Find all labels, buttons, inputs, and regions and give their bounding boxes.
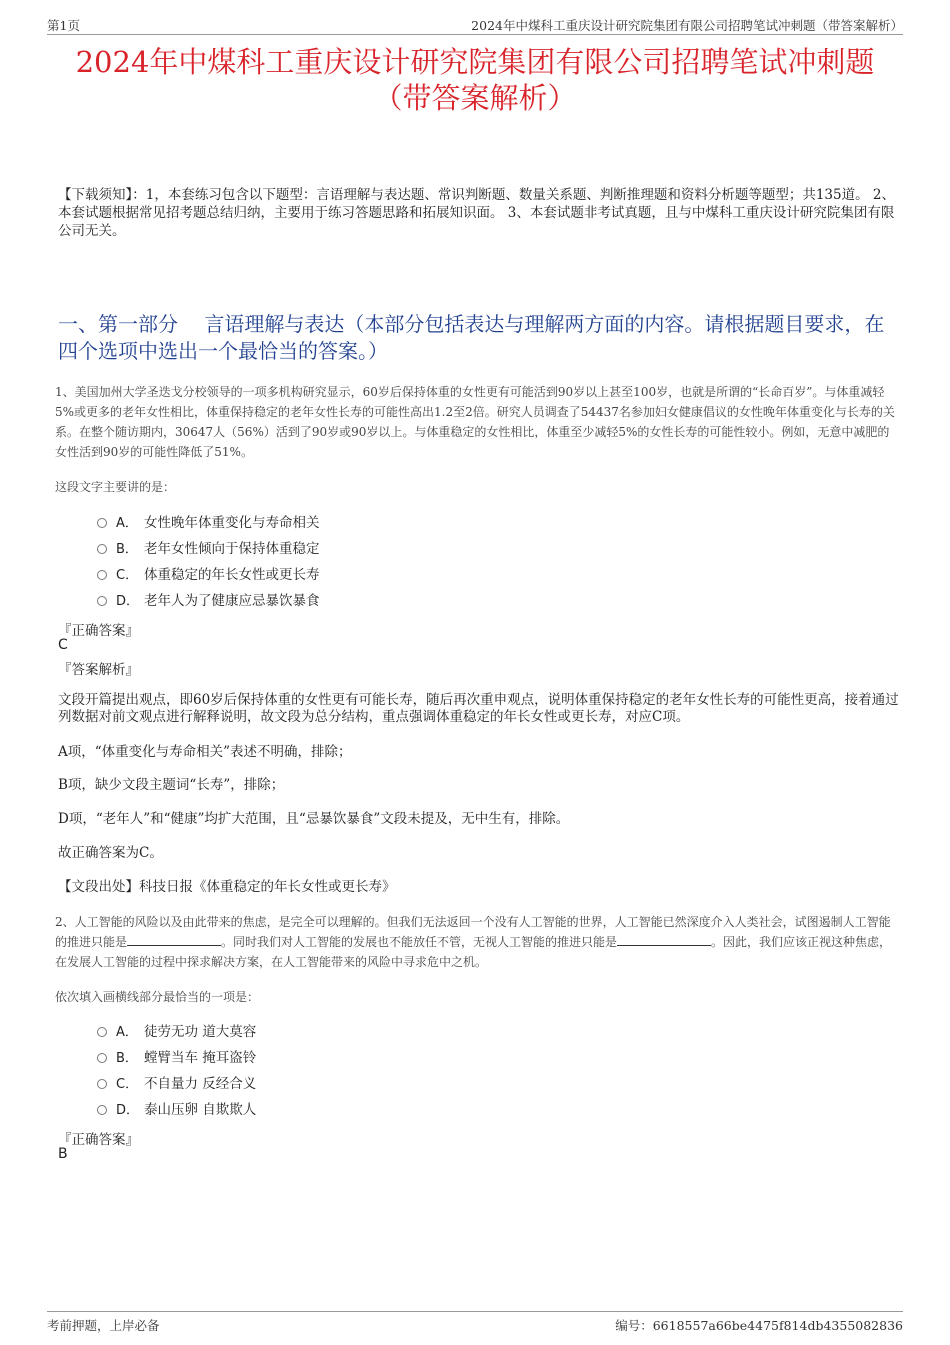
- correct-answer: C: [58, 637, 68, 653]
- title-line-1: 2024年中煤科工重庆设计研究院集团有限公司招聘笔试冲刺题: [75, 45, 875, 79]
- analysis-option-b: B项，缺少文段主题词“长寿”，排除；: [58, 777, 285, 793]
- analysis-option-a: A项，“体重变化与寿命相关”表述不明确，排除；: [58, 744, 352, 760]
- analysis-paragraph: 文段开篇提出观点，即60岁后保持体重的女性更有可能长寿，随后再次重申观点，说明体重保持稳定的老年女性长寿的可能性更高，接着通过列数据对前文观点进行解释说明，故文段为总分结构，重点强调体重稳定的年长女性或更长寿，对应C项。: [58, 692, 899, 725]
- correct-answer: B: [58, 1146, 68, 1162]
- radio-icon[interactable]: [97, 1105, 107, 1115]
- radio-icon[interactable]: [97, 570, 107, 580]
- question-2-ask: 依次填入画横线部分最恰当的一项是：: [55, 990, 260, 1004]
- footer-slogan: 考前押题，上岸必备: [47, 1318, 160, 1333]
- option-b[interactable]: B． 老年女性倾向于保持体重稳定: [97, 534, 320, 560]
- analysis-label: 『答案解析』: [58, 662, 139, 678]
- question-2-options: [97, 1017, 256, 1121]
- fill-blank-1: [127, 935, 221, 946]
- question-2-stem: 2、人工智能的风险以及由此带来的焦虑，是完全可以理解的。但我们无法返回一个没有人工智能的世界，人工智能已然深度介入人类社会，试图遏制人工智能的推进只能是 。同时我们对人工智能的发展也不能放任不管，无视人工智能的推进只能是 。因此，我们应该正视这种焦虑，在发展人工智能的过程中探求解决方案，在人工智能带来的风险中寻求危中之机。: [55, 915, 892, 969]
- fill-blank-2: [617, 935, 711, 946]
- question-1-ask: 这段文字主要讲的是：: [55, 480, 176, 494]
- title-line-2: （带答案解析）: [373, 81, 577, 115]
- question-1-options: [97, 508, 320, 612]
- download-notice: 【下载须知】：1，本套练习包含以下题型：言语理解与表达题、常识判断题、数量关系题、判断推理题和资料分析题等题型；共135道。 2、本套试题根据常见招考题总结归纳，主要用于练习答题思路和拓展知识面。 3、本套试题非考试真题，且与中煤科工重庆设计研究院集团有限公司无关。: [58, 187, 895, 239]
- radio-icon[interactable]: [97, 596, 107, 606]
- radio-icon[interactable]: [97, 544, 107, 554]
- page-footer: [47, 1311, 903, 1334]
- analysis-option-d: D项，“老年人”和“健康”均扩大范围，且“忌暴饮暴食”文段未提及，无中生有，排除。: [58, 811, 570, 827]
- header-doc-title: 2024年中煤科工重庆设计研究院集团有限公司招聘笔试冲刺题（带答案解析）: [471, 18, 903, 33]
- analysis-conclusion: 故正确答案为C。: [58, 845, 163, 861]
- page-number: 第1页: [47, 18, 80, 33]
- document-id: 编号：6618557a66be4475f814db4355082836: [615, 1318, 903, 1333]
- option-c[interactable]: C． 体重稳定的年长女性或更长寿: [97, 560, 320, 586]
- option-d[interactable]: D． 老年人为了健康应忌暴饮暴食: [97, 586, 320, 612]
- section-title: 一、第一部分 言语理解与表达（本部分包括表达与理解两方面的内容。请根据题目要求，在四个选项中选出一个最恰当的答案。）: [58, 312, 885, 363]
- option-b[interactable]: B． 螳臂当车 掩耳盗铃: [97, 1043, 256, 1069]
- answer-label: 『正确答案』: [58, 623, 139, 639]
- option-a[interactable]: A． 徒劳无功 道大莫容: [97, 1017, 256, 1043]
- radio-icon[interactable]: [97, 1053, 107, 1063]
- radio-icon[interactable]: [97, 518, 107, 528]
- radio-icon[interactable]: [97, 1079, 107, 1089]
- answer-label: 『正确答案』: [58, 1132, 139, 1148]
- question-1-stem: 1、美国加州大学圣迭戈分校领导的一项多机构研究显示，60岁后保持体重的女性更有可能活到90岁以上甚至100岁，也就是所谓的“长命百岁”。与体重减轻5%或更多的老年女性相比，体重保持稳定的老年女性长寿的可能性高出1.2至2倍。研究人员调查了54437名参加妇女健康倡议的女性晚年体重变化与长寿的关系。在整个随访期内，30647人（56%）活到了90岁或90岁以上。与体重稳定的女性相比，体重至少减轻5%的女性长寿的可能性较小。例如，无意中减肥的女性活到90岁的可能性降低了51%。: [55, 385, 895, 459]
- option-c[interactable]: C． 不自量力 反经合义: [97, 1069, 256, 1095]
- document-title: [40, 44, 910, 116]
- radio-icon[interactable]: [97, 1027, 107, 1037]
- option-a[interactable]: A． 女性晚年体重变化与寿命相关: [97, 508, 320, 534]
- option-d[interactable]: D． 泰山压卵 自欺欺人: [97, 1095, 256, 1121]
- page-header: [47, 14, 903, 35]
- source-citation: 【文段出处】科技日报《体重稳定的年长女性或更长寿》: [58, 879, 396, 895]
